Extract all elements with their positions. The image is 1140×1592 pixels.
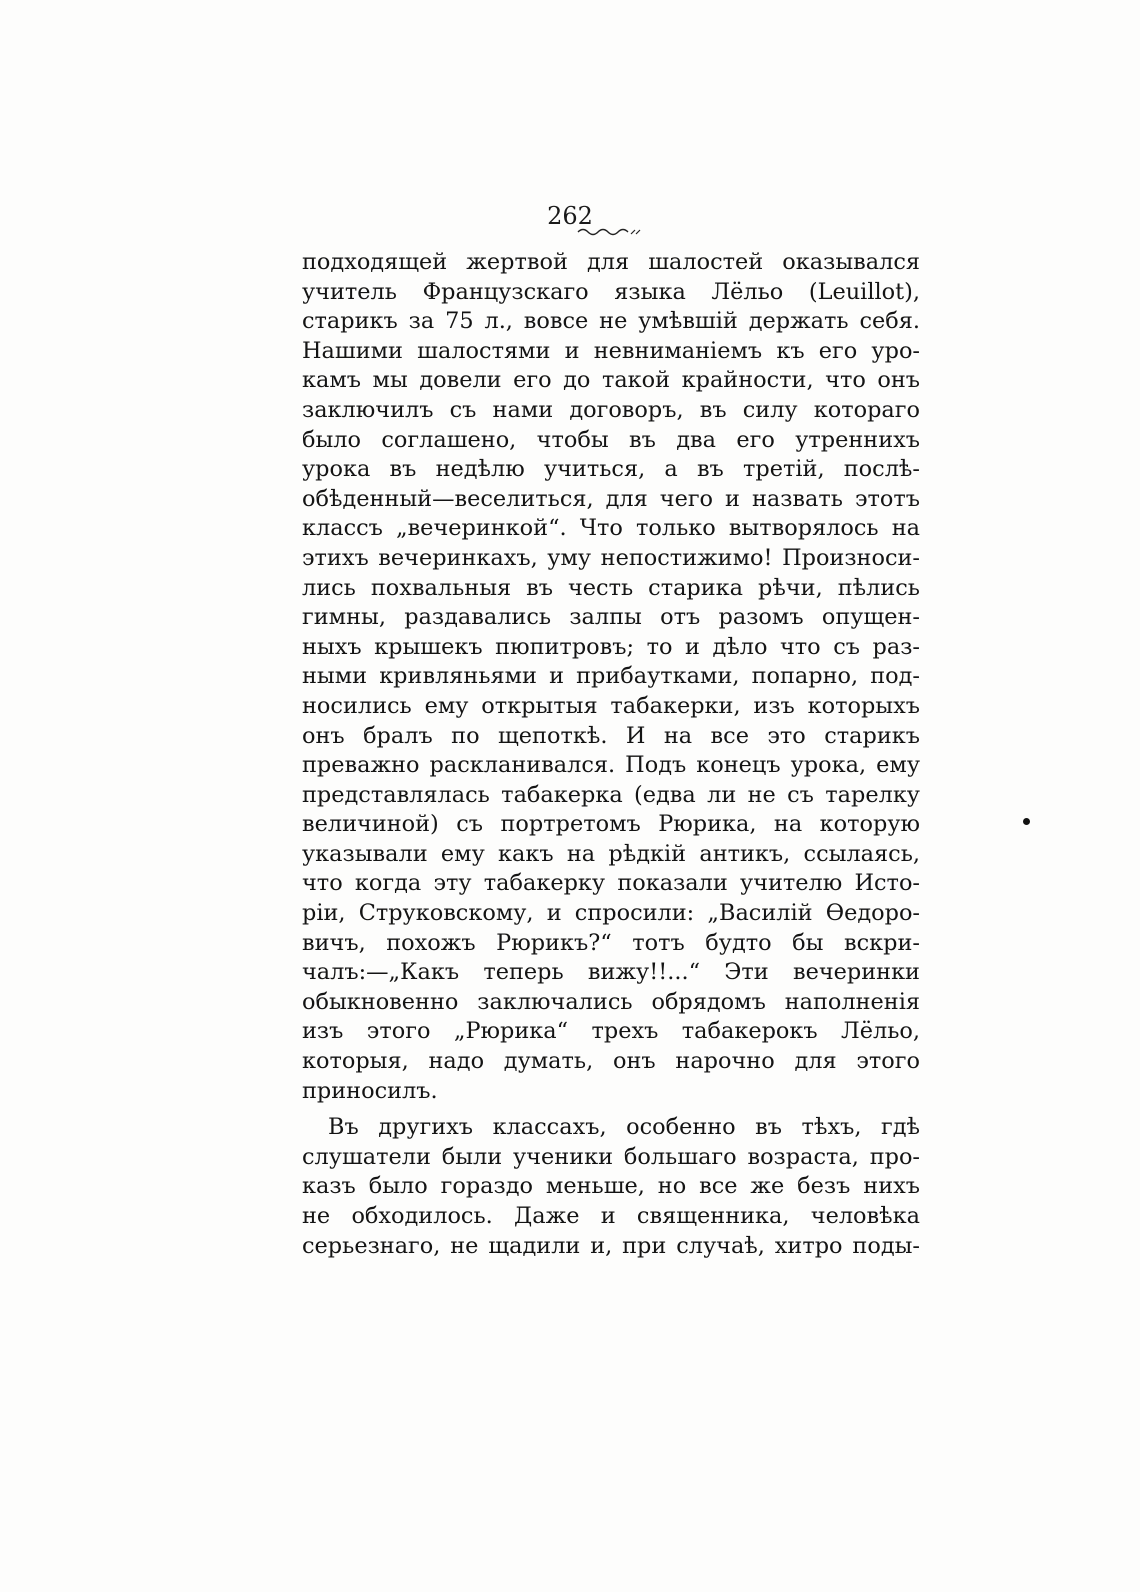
text-line: указывали ему какъ на рѣдкій антикъ, ссылаясь, xyxy=(302,840,920,867)
paragraph xyxy=(302,248,920,1106)
text-line: онъ бралъ по щепоткѣ. И на все это старикъ xyxy=(302,722,920,749)
wavy-rule-ornament xyxy=(576,226,642,238)
text-line: которыя, надо думать, онъ нарочно для этого xyxy=(302,1048,920,1075)
text-line: чалъ:—„Какъ теперь вижу!!...“ Эти вечеринки xyxy=(302,959,920,986)
text-line: Въ другихъ классахъ, особенно въ тѣхъ, гдѣ xyxy=(328,1114,920,1141)
text-line: урока въ недѣлю учиться, а въ третій, послѣ- xyxy=(302,456,920,483)
text-line: камъ мы довели его до такой крайности, что онъ xyxy=(302,367,920,394)
text-line: ными кривляньями и прибаутками, попарно, под- xyxy=(302,663,920,690)
text-line: слушатели были ученики большаго возраста, про- xyxy=(302,1143,920,1170)
text-line: подходящей жертвой для шалостей оказывался xyxy=(302,249,920,275)
text-line: представлялась табакерка (едва ли не съ тарелку xyxy=(302,781,920,808)
text-line: величиной) съ портретомъ Рюрика, на которую xyxy=(302,811,920,838)
text-line: заключилъ съ нами договоръ, въ силу котораго xyxy=(302,396,920,423)
text-line: казъ было гораздо меньше, но все же безъ нихъ xyxy=(302,1173,920,1200)
text-line: старикъ за 75 л., вовсе не умѣвшій держать себя. xyxy=(302,308,920,335)
text-line: носились ему открытыя табакерки, изъ которыхъ xyxy=(302,692,920,719)
text-line: преважно раскланивался. Подъ конецъ урока, ему xyxy=(302,752,920,779)
text-line: гимны, раздавались залпы отъ разомъ опущен- xyxy=(302,604,920,631)
text-line: обѣденный—веселиться, для чего и назвать этотъ xyxy=(302,485,920,512)
body-text xyxy=(302,248,920,1261)
text-line: учитель Французскаго языка Лёльо (Leuillot), xyxy=(302,278,920,305)
text-line: Нашими шалостями и невниманіемъ къ его уро- xyxy=(302,337,920,364)
text-line: этихъ вечеринкахъ, уму непостижимо! Произноси- xyxy=(302,544,920,571)
text-line: обыкновенно заключались обрядомъ наполненія xyxy=(302,988,920,1015)
text-line: было соглашено, чтобы въ два его утреннихъ xyxy=(302,426,920,453)
ink-speck xyxy=(1023,818,1030,825)
paragraph xyxy=(302,1113,920,1261)
text-line: что когда эту табакерку показали учителю Исто- xyxy=(302,870,920,897)
text-line: не обходилось. Даже и священника, человѣка xyxy=(302,1203,920,1229)
text-line: приносилъ. xyxy=(302,1077,438,1104)
text-line: вичъ, похожъ Рюрикъ?“ тотъ будто бы вскри- xyxy=(302,929,920,956)
page-number: 262 xyxy=(547,202,593,230)
text-line: классъ „вечеринкой“. Что только вытворялось на xyxy=(302,515,920,542)
text-line: серьезнаго, не щадили и, при случаѣ, хитро поды- xyxy=(302,1232,920,1259)
text-line: изъ этого „Рюрика“ трехъ табакерокъ Лёльо, xyxy=(302,1018,920,1045)
text-line: ріи, Струковскому, и спросили: „Василій Ѳедоро- xyxy=(302,900,920,927)
text-line: лись похвальныя въ честь старика рѣчи, пѣлись xyxy=(302,574,920,601)
text-line: ныхъ крышекъ пюпитровъ; то и дѣло что съ раз- xyxy=(302,633,920,660)
